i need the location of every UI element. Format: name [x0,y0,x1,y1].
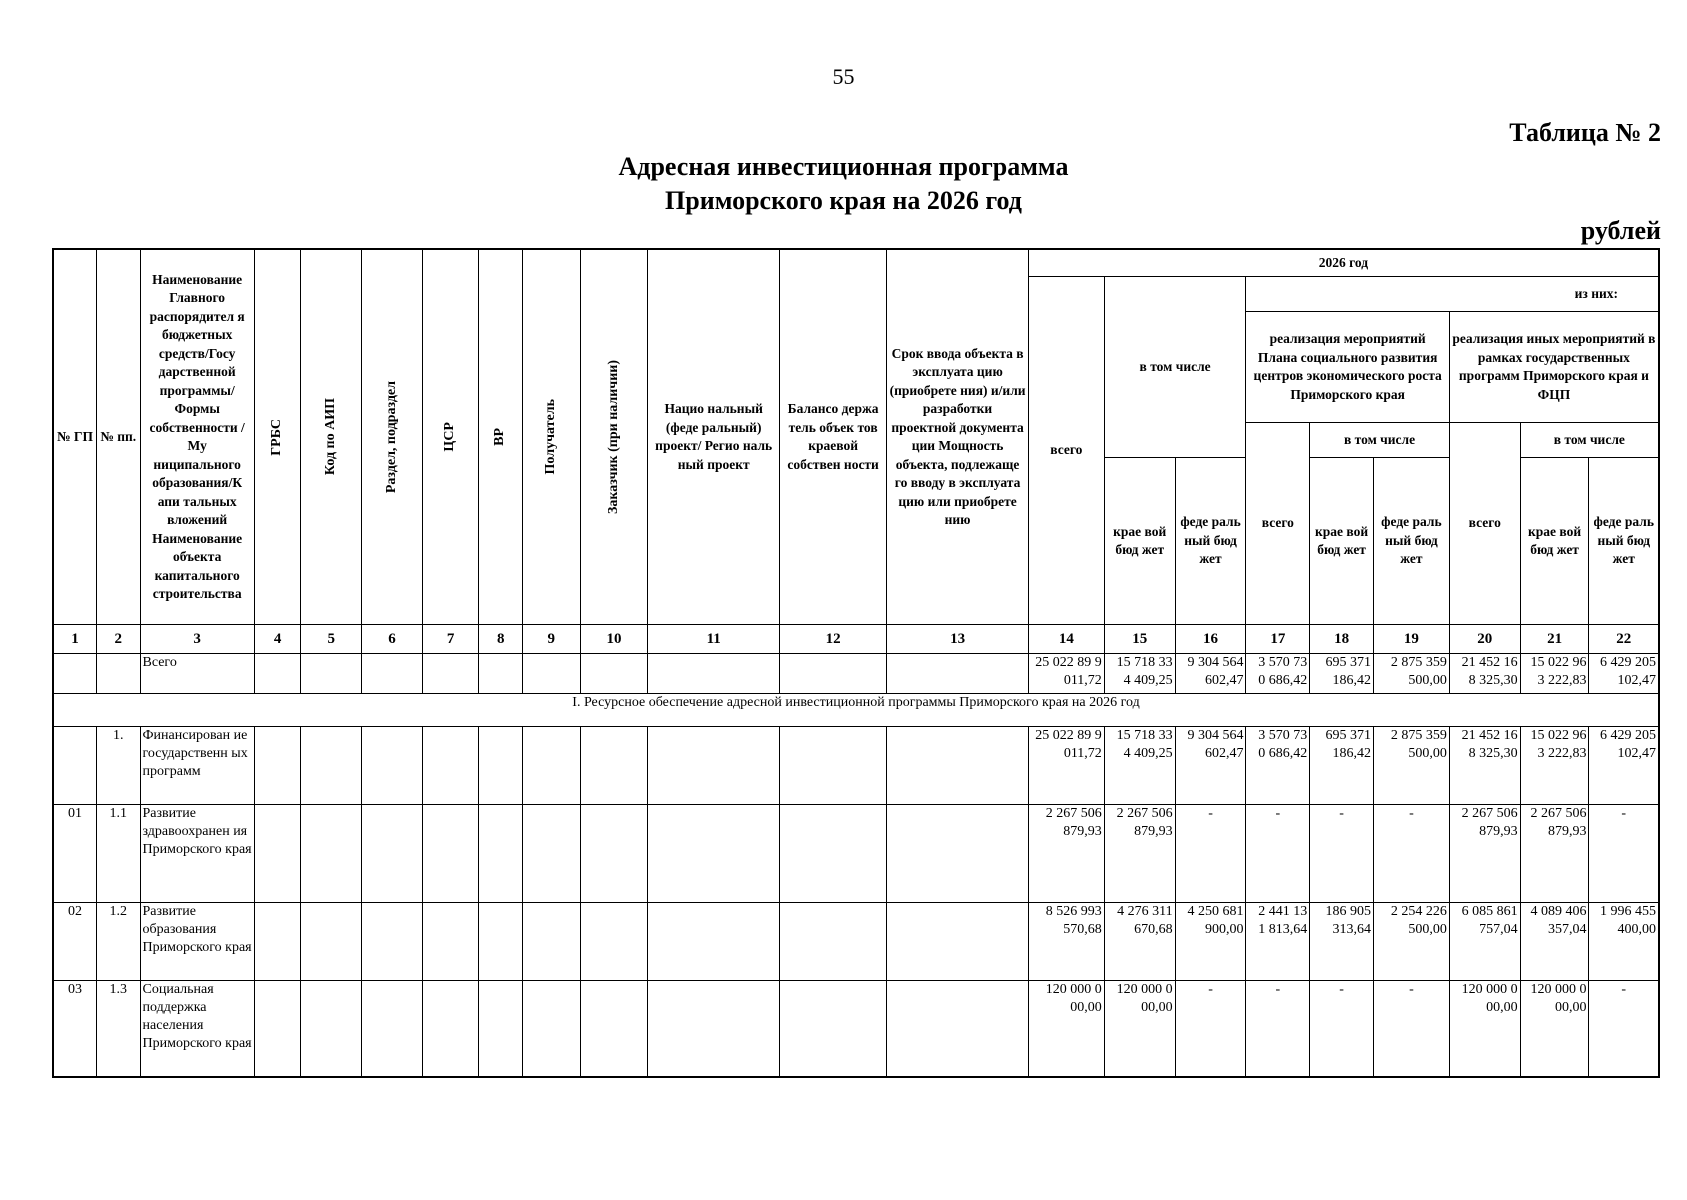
row-gp: 02 [53,903,97,981]
header-holder: Балансо держа тель объек тов краевой собствен ности [779,249,886,625]
col-number: 19 [1373,625,1449,654]
row-value: 15 718 33 4 409,25 [1104,727,1175,805]
table-row [53,727,1659,805]
cell [479,727,523,805]
header-plan-kb: крае вой бюд жет [1310,458,1374,625]
unit-label: рублей [1580,216,1661,245]
row-value: - [1373,805,1449,903]
col-number: 17 [1246,625,1310,654]
header-customer [580,249,648,625]
cell [301,805,362,903]
cell [522,654,580,694]
cell [648,903,780,981]
cell [479,903,523,981]
cell [887,903,1029,981]
header-other-incl: в том числе [1520,423,1659,458]
row-value: 2 441 13 1 813,64 [1246,903,1310,981]
cell [362,903,423,981]
title-line-1: Адресная инвестиционная программа [618,152,1069,181]
header-other-kb: крае вой бюд жет [1520,458,1589,625]
row-value: - [1175,805,1246,903]
row-name: Финансирован ие государственн ых программ [140,727,254,805]
row-value: 120 000 0 00,00 [1104,981,1175,1077]
header-vr-label: ВР [492,428,508,446]
header-fb: феде раль ный бюд жет [1175,458,1246,625]
row-value: 6 429 205 102,47 [1589,727,1659,805]
row-value: 120 000 0 00,00 [1028,981,1104,1077]
table-row [53,981,1659,1077]
cell [887,981,1029,1077]
total-row [53,654,1659,694]
row-gp: 03 [53,981,97,1077]
header-vr [479,249,523,625]
header-incl: в том числе [1104,277,1246,458]
cell [779,805,886,903]
cell [362,654,423,694]
cell [254,654,301,694]
col-number: 18 [1310,625,1374,654]
header-razdel [362,249,423,625]
row-name: Развитие здравоохранен ия Приморского края [140,805,254,903]
row-value: 9 304 564 602,47 [1175,727,1246,805]
row-value: 120 000 0 00,00 [1520,981,1589,1077]
header-gp: № ГП [53,249,97,625]
cell [648,981,780,1077]
cell [254,981,301,1077]
cell [53,654,97,694]
header-grbs-label: ГРБС [269,418,285,456]
row-value: - [1373,981,1449,1077]
col-number: 3 [140,625,254,654]
cell [648,654,780,694]
row-value: 695 371 186,42 [1310,727,1374,805]
row-value: - [1310,981,1374,1077]
cell [479,981,523,1077]
cell [522,727,580,805]
cell [887,727,1029,805]
header-other-total: всего [1449,423,1520,625]
cell [522,903,580,981]
cell [422,805,479,903]
row-pp: 1.2 [97,903,141,981]
row-pp: 1.3 [97,981,141,1077]
row-value: 2 875 359 500,00 [1373,727,1449,805]
section-title: I. Ресурсное обеспечение адресной инвестиционной программы Приморского края на 2026 год [53,694,1659,727]
row-value: 2 267 506 879,93 [1028,805,1104,903]
cell [362,981,423,1077]
section-row [53,694,1659,727]
col-number: 9 [522,625,580,654]
cell [580,727,648,805]
col-number: 22 [1589,625,1659,654]
header-other: реализация иных мероприятий в рамках государственных программ Приморского края и ФЦП [1449,312,1659,423]
cell [479,805,523,903]
row-value: 186 905 313,64 [1310,903,1374,981]
row-value: 120 000 0 00,00 [1449,981,1520,1077]
cell [362,805,423,903]
header-csr-label: ЦСР [442,422,458,452]
cell [301,903,362,981]
col-number: 1 [53,625,97,654]
row-value: 2 267 506 879,93 [1520,805,1589,903]
row-value: 2 254 226 500,00 [1373,903,1449,981]
cell [648,805,780,903]
total-row-value: 9 304 564 602,47 [1175,654,1246,694]
col-number: 11 [648,625,780,654]
cell [779,727,886,805]
row-name: Социальная поддержка населения Приморского края [140,981,254,1077]
row-value: 25 022 89 9 011,72 [1028,727,1104,805]
cell [580,981,648,1077]
cell [301,981,362,1077]
row-value: 4 276 311 670,68 [1104,903,1175,981]
header-row-1 [53,249,1659,277]
col-number: 10 [580,625,648,654]
header-aip [301,249,362,625]
row-gp [53,727,97,805]
col-number: 16 [1175,625,1246,654]
header-term: Срок ввода объекта в эксплуата цию (приобрете ния) и/или разработки проектной документа ции Мощность объекта, подлежаще го вводу в эксплуата цию или приобрете нию [887,249,1029,625]
total-row-value: 25 022 89 9 011,72 [1028,654,1104,694]
col-number: 15 [1104,625,1175,654]
col-number: 20 [1449,625,1520,654]
row-value: 6 085 861 757,04 [1449,903,1520,981]
col-number: 6 [362,625,423,654]
header-aip-label: Код по АИП [322,398,338,476]
cell [522,981,580,1077]
col-number: 5 [301,625,362,654]
cell [254,805,301,903]
cell [580,805,648,903]
cell [648,727,780,805]
col-number: 2 [97,625,141,654]
row-value: 2 267 506 879,93 [1449,805,1520,903]
row-pp: 1. [97,727,141,805]
cell [479,654,523,694]
cell [580,654,648,694]
row-value: 2 267 506 879,93 [1104,805,1175,903]
row-value: 21 452 16 8 325,30 [1449,727,1520,805]
header-kb: крае вой бюд жет [1104,458,1175,625]
cell [301,727,362,805]
row-value: 8 526 993 570,68 [1028,903,1104,981]
header-name: Наименование Главного распорядител я бюджетных средств/Госу дарственной программы/ Формы собственности /Му ниципального образования/К апи тальных вложений Наименование объекта капитального строительства [140,249,254,625]
header-other-fb: феде раль ный бюд жет [1589,458,1659,625]
total-row-value: 15 022 96 3 222,83 [1520,654,1589,694]
cell [580,903,648,981]
cell [887,654,1029,694]
row-gp: 01 [53,805,97,903]
header-razdel-label: Раздел, подраздел [383,380,399,494]
document-title [0,150,1687,218]
table-label: Таблица № 2 [1509,118,1661,147]
header-customer-label: Заказчик (при наличии) [605,360,621,514]
header-grbs [254,249,301,625]
header-csr [422,249,479,625]
investment-program-table [52,248,1660,1078]
total-row-value: 3 570 73 0 686,42 [1246,654,1310,694]
table-row [53,903,1659,981]
header-plan: реализация мероприятий Плана социального развития центров экономического роста Приморского края [1246,312,1449,423]
cell [522,805,580,903]
header-recipient [522,249,580,625]
header-plan-incl: в том числе [1310,423,1450,458]
col-number: 4 [254,625,301,654]
row-value: 4 089 406 357,04 [1520,903,1589,981]
cell [779,981,886,1077]
row-value: 15 022 96 3 222,83 [1520,727,1589,805]
header-year: 2026 год [1028,249,1659,277]
cell [254,903,301,981]
header-pp: № пп. [97,249,141,625]
row-value: - [1589,981,1659,1077]
col-number: 21 [1520,625,1589,654]
row-name: Развитие образования Приморского края [140,903,254,981]
row-value: - [1246,805,1310,903]
cell [779,903,886,981]
cell [97,654,141,694]
row-value: 1 996 455 400,00 [1589,903,1659,981]
cell [422,981,479,1077]
cell [887,805,1029,903]
header-plan-fb: феде раль ный бюд жет [1373,458,1449,625]
row-value: - [1175,981,1246,1077]
col-number: 7 [422,625,479,654]
header-recipient-label: Получатель [543,399,559,475]
row-value: - [1310,805,1374,903]
total-row-value: 2 875 359 500,00 [1373,654,1449,694]
row-value: 4 250 681 900,00 [1175,903,1246,981]
header-project: Нацио нальный (феде ральный) проект/ Регио наль ный проект [648,249,780,625]
title-line-2: Приморского края на 2026 год [665,186,1022,215]
header-total: всего [1028,277,1104,625]
cell [779,654,886,694]
total-row-value: 15 718 33 4 409,25 [1104,654,1175,694]
col-number: 14 [1028,625,1104,654]
row-value: - [1246,981,1310,1077]
col-number: 13 [887,625,1029,654]
total-row-value: 6 429 205 102,47 [1589,654,1659,694]
total-row-value: 21 452 16 8 325,30 [1449,654,1520,694]
column-number-row [53,625,1659,654]
table-row [53,805,1659,903]
header-plan-total: всего [1246,423,1310,625]
cell [254,727,301,805]
cell [422,903,479,981]
cell [422,727,479,805]
cell [362,727,423,805]
row-value: - [1589,805,1659,903]
cell [301,654,362,694]
page-number: 55 [832,64,855,89]
row-value: 3 570 73 0 686,42 [1246,727,1310,805]
total-row-name: Всего [140,654,254,694]
col-number: 8 [479,625,523,654]
total-row-value: 695 371 186,42 [1310,654,1374,694]
row-pp: 1.1 [97,805,141,903]
cell [422,654,479,694]
col-number: 12 [779,625,886,654]
header-of-them: из них: [1246,277,1659,312]
